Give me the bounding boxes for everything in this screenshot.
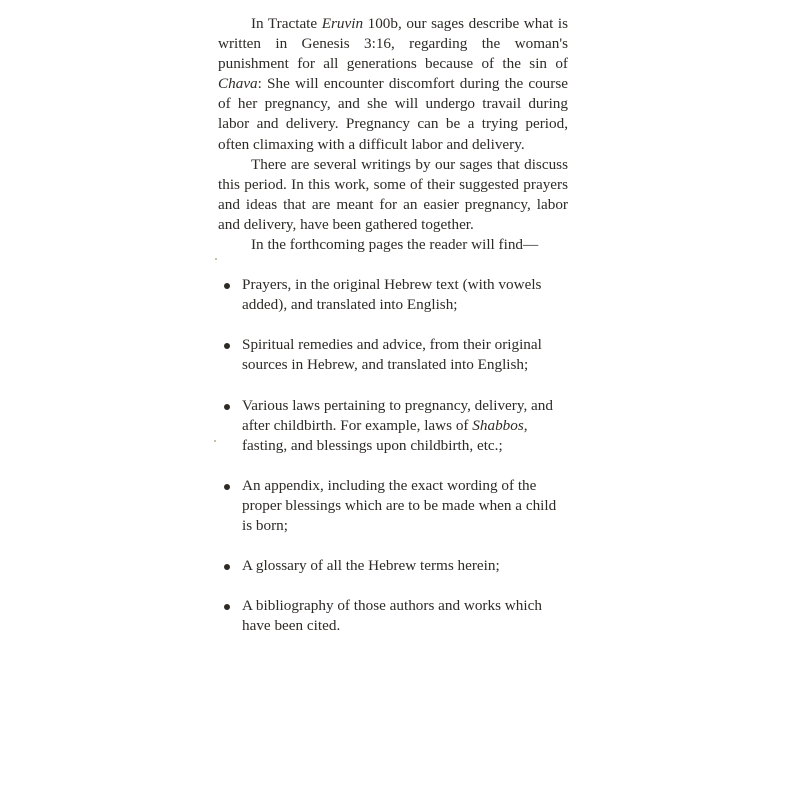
list-item-text: Spiritual remedies and advice, from their original sources in Hebrew, and translated into English; xyxy=(242,336,542,374)
list-item xyxy=(218,476,568,536)
term-shabbos: Shabbos xyxy=(472,416,524,434)
intro-text-2: 100b, our sages describe what is written in Genesis 3:16, regarding the woman's punishment for all generations because of the sin of xyxy=(218,15,568,73)
list-item xyxy=(218,596,568,636)
paper-speck xyxy=(214,440,216,442)
paragraph-intro xyxy=(218,14,568,155)
bullet-icon xyxy=(224,604,230,610)
bullet-icon xyxy=(224,484,230,490)
bullet-icon xyxy=(224,564,230,570)
paper-speck xyxy=(215,258,217,260)
bullet-icon xyxy=(224,343,230,349)
list-item xyxy=(218,275,568,315)
body-text xyxy=(218,14,568,656)
contents-list xyxy=(218,275,568,636)
bullet-icon xyxy=(224,283,230,289)
intro-text-3: : She will encounter discomfort during the course of her pregnancy, and she will undergo travail during labor and delivery. Pregnancy can be a trying period, often climaxing with a difficult labor and delivery. xyxy=(218,75,568,153)
term-chava: Chava xyxy=(218,75,258,93)
list-item-text: An appendix, including the exact wording of the proper blessings which are to be made when a child is born; xyxy=(242,476,557,534)
paragraph-forthcoming: In the forthcoming pages the reader will find— xyxy=(251,236,539,254)
list-item-text: A glossary of all the Hebrew terms herein; xyxy=(242,557,500,575)
term-eruvin: Eruvin xyxy=(321,15,364,32)
bullet-icon xyxy=(224,404,230,410)
list-item xyxy=(218,556,568,576)
list-item-text: A bibliography of those authors and works which have been cited. xyxy=(242,597,542,635)
list-item-text: Prayers, in the original Hebrew text (with vowels added), and translated into English; xyxy=(242,276,542,314)
laws-text-1: Various laws pertaining to pregnancy, delivery, and after childbirth. For example, laws of xyxy=(242,396,553,434)
list-item xyxy=(218,396,568,456)
list-item xyxy=(218,335,568,375)
paragraph-writings: There are several writings by our sages that discuss this period. In this work, some of their suggested prayers and ideas that are meant for an easier pregnancy, labor and delivery, have been gathered together. xyxy=(218,155,568,233)
laws-text-2: , fasting, and blessings upon childbirth, etc.; xyxy=(242,416,528,454)
intro-text-1: In Tractate xyxy=(251,15,322,32)
list-item-text xyxy=(242,397,553,454)
